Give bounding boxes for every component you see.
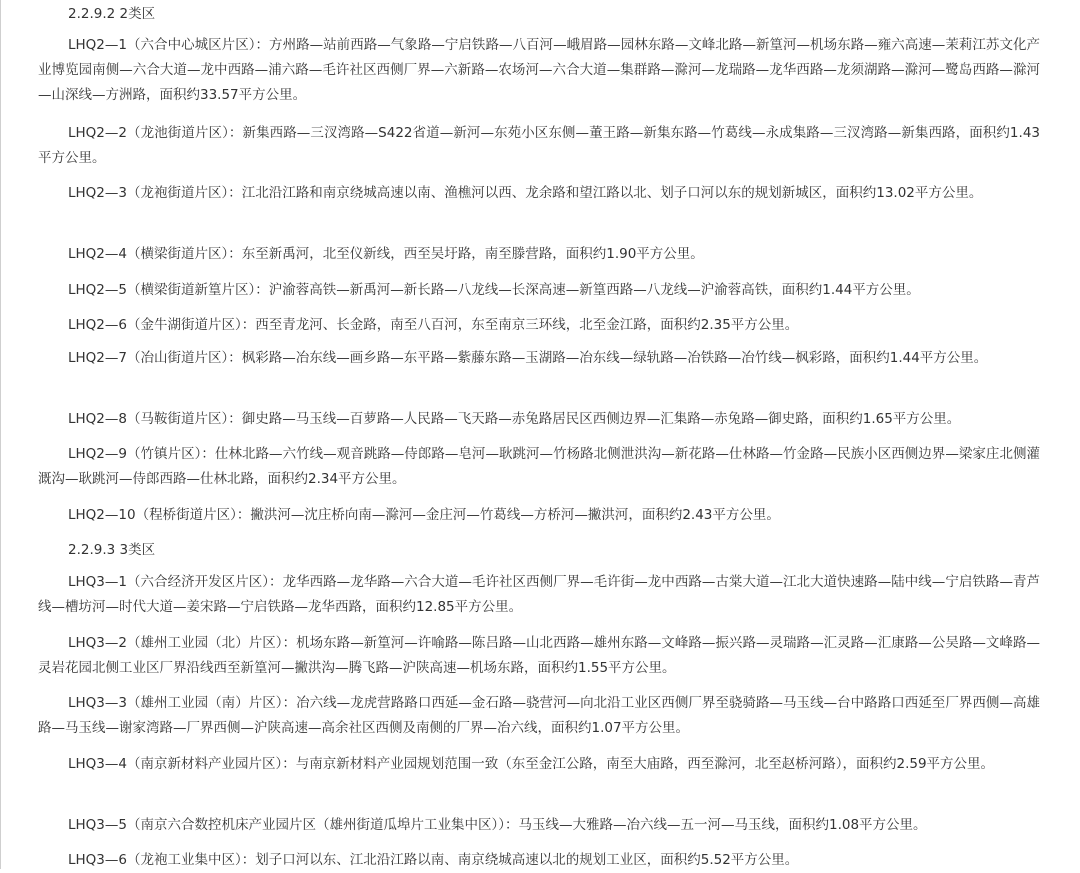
paragraph-lhq2-2: LHQ2—2（龙池街道片区）：新集西路—三汊湾路—S422省道—新河—东苑小区东侧—董王路—新集东路—竹葛线—永成集路—三汊湾路—新集西路，面积约1.43平方公里。 (38, 125, 1040, 166)
paragraph-lhq2-1: LHQ2—1（六合中心城区片区）：方州路—站前西路—气象路—宁启铁路—八百河—峨眉路—园林东路—文峰北路—新篁河—机场东路—雍六高速—茉莉江苏文化产业博览园南侧—六合大道—龙中西路—浦六路—毛许社区西侧厂界—六新路—农场河—六合大道—集群路—滁河—龙瑞路—龙华西路—龙须湖路—滁河—鹭岛西路—滁河—山深线—方洲路，面积约33.57平方公里。 (38, 37, 1040, 103)
paragraph-lhq2-5: LHQ2—5（横梁街道新篁片区）：沪渝蓉高铁—新禹河—新长路—八龙线—长深高速—新篁西路—八龙线—沪渝蓉高铁，面积约1.44平方公里。 (68, 282, 920, 298)
paragraph-lhq2-4: LHQ2—4（横梁街道片区）：东至新禹河，北至仪新线，西至吴圩路，南至滕营路，面积约1.90平方公里。 (68, 246, 704, 262)
paragraph-lhq3-6: LHQ3—6（龙袍工业集中区）：划子口河以东、江北沿江路以南、南京绕城高速以北的规划工业区，面积约5.52平方公里。 (68, 852, 799, 868)
paragraph-lhq3-4: LHQ3—4（南京新材料产业园片区）：与南京新材料产业园规划范围一致（东至金江公路，南至大庙路，西至滁河，北至赵桥河路），面积约2.59平方公里。 (68, 756, 995, 772)
paragraph-lhq3-5: LHQ3—5（南京六合数控机床产业园片区（雄州街道瓜埠片工业集中区））：马玉线—大雅路—冶六线—五一河—马玉线，面积约1.08平方公里。 (68, 817, 927, 833)
paragraph-lhq2-3: LHQ2—3（龙袍街道片区）：江北沿江路和南京绕城高速以南、渔樵河以西、龙余路和望江路以北、划子口河以东的规划新城区，面积约13.02平方公里。 (68, 185, 983, 201)
paragraph-lhq3-1: LHQ3—1（六合经济开发区片区）：龙华西路—龙华路—六合大道—毛许社区西侧厂界—毛许街—龙中西路—古棠大道—江北大道快速路—陆中线—宁启铁路—青芦线—槽坊河—时代大道—姜宋路—宁启铁路—龙华西路，面积约12.85平方公里。 (38, 574, 1040, 615)
paragraph-lhq2-9: LHQ2—9（竹镇片区）：仕林北路—六竹线—观音跳路—侍郎路—皂河—耿跳河—竹杨路北侧泄洪沟—新花路—仕林路—竹金路—民族小区西侧边界—梁家庄北侧灌溉沟—耿跳河—侍郎西路—仕林北路，面积约2.34平方公里。 (38, 446, 1040, 487)
section-heading-2-2-9-2: 2.2.9.2 2类区 (68, 6, 156, 22)
paragraph-lhq2-8: LHQ2—8（马鞍街道片区）：御史路—马玉线—百萝路—人民路—飞天路—赤兔路居民区西侧边界—汇集路—赤兔路—御史路，面积约1.65平方公里。 (68, 411, 961, 427)
paragraph-lhq2-6: LHQ2—6（金牛湖街道片区）：西至青龙河、长金路，南至八百河，东至南京三环线，北至金江路，面积约2.35平方公里。 (68, 317, 799, 333)
paragraph-lhq2-7: LHQ2—7（冶山街道片区）：枫彩路—冶东线—画乡路—东平路—紫藤东路—玉湖路—冶东线—绿轨路—冶铁路—冶竹线—枫彩路，面积约1.44平方公里。 (68, 350, 988, 366)
paragraph-lhq3-2: LHQ3—2（雄州工业园（北）片区）：机场东路—新篁河—许喻路—陈吕路—山北西路—雄州东路—文峰路—振兴路—灵瑞路—汇灵路—汇康路—公吴路—文峰路—灵岩花园北侧工业区厂界沿线西至新篁河—撇洪沟—腾飞路—沪陕高速—机场东路，面积约1.55平方公里。 (38, 635, 1040, 676)
paragraph-lhq3-3: LHQ3—3（雄州工业园（南）片区）：冶六线—龙虎营路路口西延—金石路—骁营河—向北沿工业区西侧厂界至骁骑路—马玉线—台中路路口西延至厂界西侧—高雄路—马玉线—谢家湾路—厂界西侧—沪陕高速—高余社区西侧及南侧的厂界—冶六线，面积约1.07平方公里。 (38, 695, 1040, 736)
section-heading-2-2-9-3: 2.2.9.3 3类区 (68, 542, 156, 558)
paragraph-lhq2-10: LHQ2—10（程桥街道片区）：撇洪河—沈庄桥向南—滁河—金庄河—竹葛线—方桥河—撇洪河，面积约2.43平方公里。 (68, 507, 780, 523)
page-left-border (0, 0, 1, 869)
